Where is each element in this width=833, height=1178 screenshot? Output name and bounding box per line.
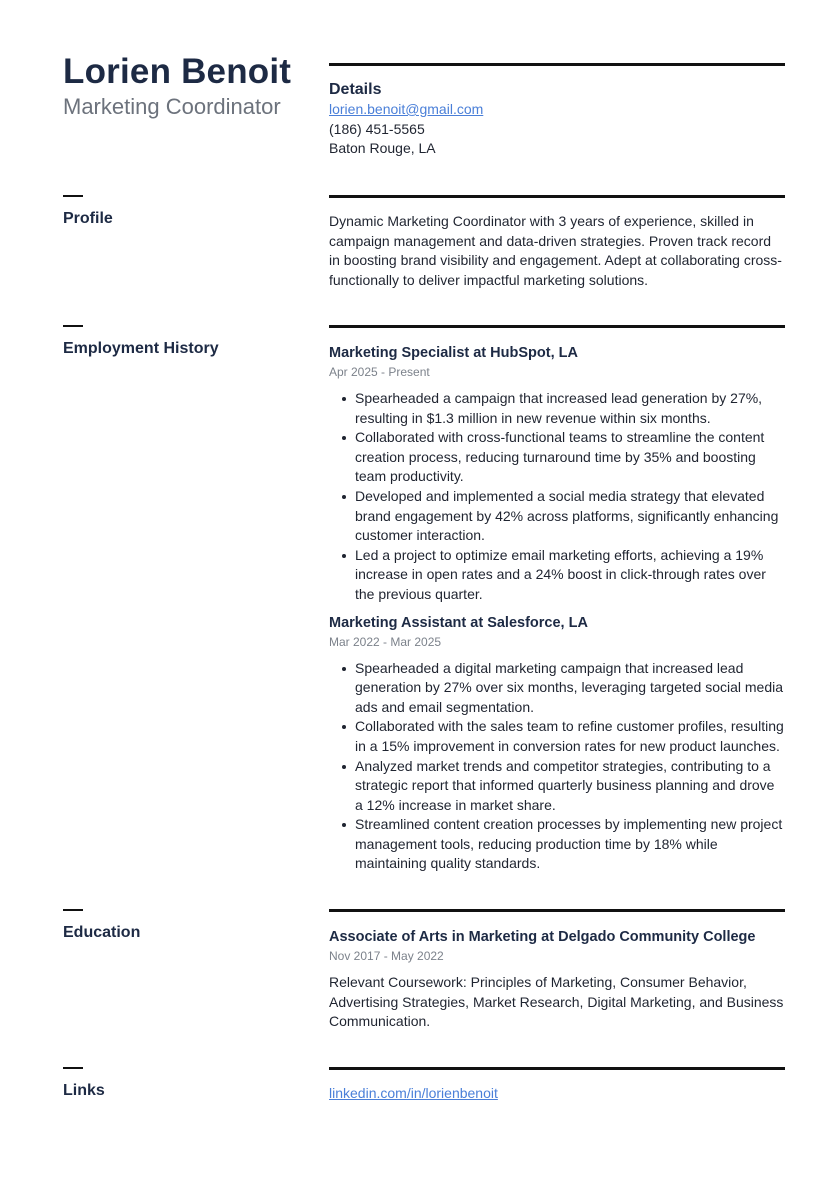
- job-achievements: [329, 389, 785, 605]
- location: Baton Rouge, LA: [329, 140, 436, 157]
- details-divider: [329, 63, 785, 66]
- links-divider: [329, 1067, 785, 1070]
- education-dates: Nov 2017 - May 2022: [329, 949, 444, 963]
- email-link[interactable]: lorien.benoit@gmail.com: [329, 101, 484, 117]
- achievement-item: Analyzed market trends and competitor strategies, contributing to a strategic report that informed quarterly business planning and drove a 12% increase in market share.: [355, 757, 785, 816]
- links-label: Links: [63, 1082, 105, 1099]
- employment-list: [329, 343, 785, 882]
- achievement-item: Developed and implemented a social media strategy that elevated brand engagement by 42% across platforms, significantly enhancing customer interaction.: [355, 487, 785, 546]
- profile-summary: Dynamic Marketing Coordinator with 3 years of experience, skilled in campaign management and data-driven strategies. Proven track record in boosting brand visibility and engagement. Adept at collaborating cross-functionally to deliver impactful marketing solutions.: [329, 213, 782, 289]
- achievement-item: Led a project to optimize email marketing efforts, achieving a 19% increase in open rates and a 24% boost in click-through rates over the previous quarter.: [355, 546, 785, 605]
- achievement-item: Spearheaded a campaign that increased lead generation by 27%, resulting in $1.3 million in new revenue within six months.: [355, 389, 785, 428]
- achievement-item: Spearheaded a digital marketing campaign that increased lead generation by 27% over six months, leveraging targeted social media ads and email segmentation.: [355, 659, 785, 718]
- details-section: [329, 81, 785, 159]
- links-list: [329, 1084, 785, 1104]
- achievement-item: Collaborated with the sales team to refine customer profiles, resulting in a 15% improvement in conversion rates for new product launches.: [355, 717, 785, 756]
- employment-dash: [63, 325, 83, 327]
- profile-label: Profile: [63, 210, 113, 227]
- job-title: Marketing Specialist at HubSpot, LA: [329, 345, 578, 361]
- links-dash: [63, 1067, 83, 1069]
- education-entry: [329, 927, 785, 1032]
- achievement-item: Streamlined content creation processes by implementing new project management tools, reducing production time by 18% while maintaining quality standards.: [355, 815, 785, 874]
- candidate-name: Lorien Benoit: [63, 52, 292, 91]
- degree-title: Associate of Arts in Marketing at Delgado Community College: [329, 929, 756, 945]
- employment-divider: [329, 325, 785, 328]
- details-heading: Details: [329, 81, 382, 98]
- job-entry: [329, 613, 785, 875]
- job-entry: [329, 343, 785, 605]
- education-label: Education: [63, 924, 141, 941]
- job-dates: Apr 2025 - Present: [329, 365, 430, 379]
- achievement-item: Collaborated with cross-functional teams to streamline the content creation process, reducing turnaround time by 35% and boosting team productivity.: [355, 428, 785, 487]
- education-divider: [329, 909, 785, 912]
- candidate-title: Marketing Coordinator: [63, 94, 281, 119]
- profile-divider: [329, 195, 785, 198]
- profile-dash: [63, 195, 83, 197]
- linkedin-link[interactable]: linkedin.com/in/lorienbenoit: [329, 1085, 498, 1101]
- education-coursework: Relevant Coursework: Principles of Marketing, Consumer Behavior, Advertising Strategies, Market Research, Digital Marketing, and Business Communication.: [329, 974, 784, 1030]
- phone-number: (186) 451-5565: [329, 120, 425, 137]
- job-dates: Mar 2022 - Mar 2025: [329, 634, 442, 649]
- employment-label: Employment History: [63, 340, 219, 357]
- education-dash: [63, 909, 83, 911]
- job-title: Marketing Assistant at Salesforce, LA: [329, 614, 588, 631]
- job-achievements: [329, 659, 785, 875]
